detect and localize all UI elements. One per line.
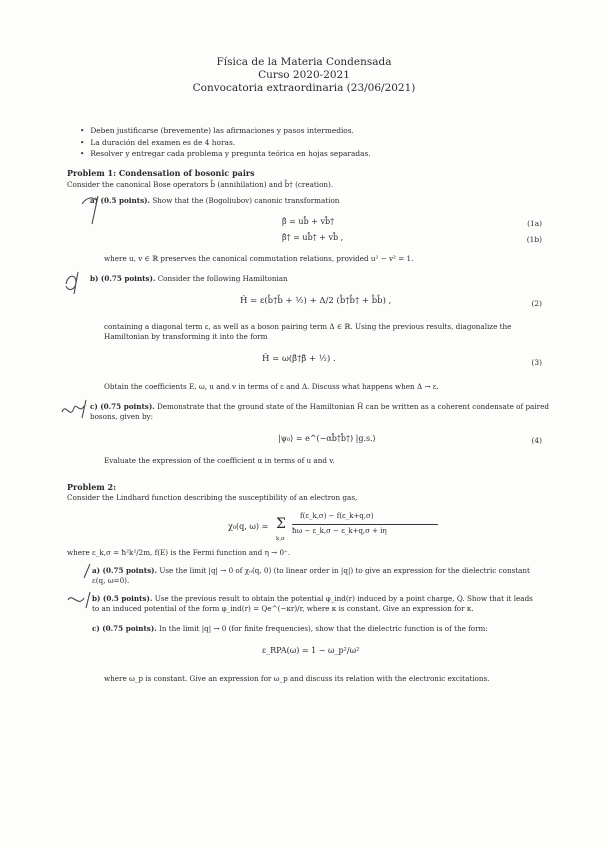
- problem2-title: Problem 2:: [67, 482, 117, 492]
- course-year: Curso 2020-2021: [258, 69, 350, 81]
- fraction-bar: [292, 524, 438, 525]
- problem1-title: Problem 1: Condensation of bosonic pairs: [67, 168, 255, 178]
- problem1-part-a: [90, 196, 550, 206]
- lindhard-definitions: where ε_k,σ = ħ²k²/2m, f(E) is the Fermi function and η → 0⁺.: [67, 548, 291, 557]
- pen-mark-icon: [60, 398, 94, 422]
- lindhard-equation: [228, 510, 448, 550]
- equation-4-number: (4): [531, 436, 542, 445]
- course-name: Física de la Materia Condensada: [216, 56, 392, 68]
- instruction-item: • La duración del examen es de 4 horas.: [80, 137, 530, 149]
- equation-1a-number: (1a): [527, 219, 542, 228]
- p2-part-a-label: a) (0.75 points).: [92, 566, 158, 575]
- equation-3-number: (3): [531, 358, 542, 367]
- pen-mark-icon: [78, 190, 108, 240]
- problem2-part-b: [92, 594, 542, 613]
- instructions-list: [80, 125, 530, 160]
- pen-mark-icon: [80, 562, 96, 580]
- p2-part-c-text: In the limit |q| → 0 (for finite frequencies), show that the dielectric function is of the form:: [159, 624, 488, 633]
- exam-header: [0, 56, 608, 95]
- problem1-part-c: [90, 402, 550, 421]
- equation-1b-number: (1b): [526, 235, 542, 244]
- equation-3: Ĥ = ω(β̂†β̂ + ½) .: [262, 354, 336, 364]
- sum-index: k,σ: [276, 536, 285, 542]
- problem1-intro: Consider the canonical Bose operators b̂ (annihilation) and b̂† (creation).: [67, 180, 334, 189]
- instruction-item: • Deben justificarse (brevemente) las afirmaciones y pasos intermedios.: [80, 125, 530, 137]
- part-a-text: Show that the (Bogoliubov) canonic transformation: [152, 196, 340, 205]
- part-c-label: c) (0.75 points).: [90, 402, 155, 411]
- lindhard-denominator: ħω − ε_k,σ − ε_k+q,σ + iη: [292, 527, 387, 535]
- problem2-part-a: [92, 566, 542, 585]
- p2-part-c-task: where ω_p is constant. Give an expression for ω_p and discuss its relation with the electronic excitations.: [104, 674, 490, 683]
- part-b-text: Consider the following Hamiltonian: [157, 274, 288, 283]
- part-b-label: b) (0.75 points).: [90, 274, 156, 283]
- p2-part-b-text: Use the previous result to obtain the potential φ_ind(r) induced by a point charge, Q. Show that it leads to an induced potential of the form φ_ind(r) = Qe^(−κr)/r, where κ is constant. Give an expression for κ.: [92, 594, 533, 613]
- part-c-text: Demonstrate that the ground state of the Hamiltonian Ĥ can be written as a coherent condensate of paired bosons, given by:: [90, 402, 549, 421]
- problem2-part-c: [92, 624, 542, 634]
- pen-mark-icon: [62, 268, 96, 298]
- equation-1a: β̂ = ub̂ + vb̂†: [282, 217, 335, 226]
- pen-mark-icon: [66, 590, 100, 612]
- part-c-task: Evaluate the expression of the coefficient α in terms of u and v.: [104, 456, 335, 465]
- exam-session: Convocatoria extraordinaria (23/06/2021): [192, 82, 416, 94]
- part-b-task: Obtain the coefficients E, ω, u and v in terms of ε and Δ. Discuss what happens when Δ → ε.: [104, 382, 439, 391]
- equation-2-number: (2): [531, 299, 542, 308]
- instruction-item: • Resolver y entregar cada problema y pregunta teórica en hojas separadas.: [80, 148, 530, 160]
- equation-2: Ĥ = ε(b̂†b̂ + ½) + Δ/2 (b̂†b̂† + b̂b̂) ,: [240, 296, 392, 306]
- part-a-label: a) (0.5 points).: [90, 196, 151, 205]
- sum-symbol: Σ: [276, 516, 286, 532]
- lindhard-lhs: χ₀(q, ω) =: [228, 522, 269, 531]
- lindhard-numerator: f(ε_k,σ) − f(ε_k+q,σ): [300, 512, 374, 520]
- p2-part-a-text: Use the limit |q| → 0 of χ₀(q, 0) (to linear order in |q|) to give an expression for the dielectric constant ε(q, ω=0).: [92, 566, 530, 585]
- equation-1b: β̂† = ub̂† + vb̂ ,: [282, 233, 344, 242]
- problem2-intro: Consider the Lindhard function describing the susceptibility of an electron gas,: [67, 493, 358, 502]
- p2-part-b-label: b) (0.5 points).: [92, 594, 153, 603]
- p2-part-c-label: c) (0.75 points).: [92, 624, 157, 633]
- part-b-description: containing a diagonal term ε, as well as a boson pairing term Δ ∈ ℝ. Using the previous results, diagonalize the Hamiltonian by transforming it into the form: [104, 322, 512, 341]
- dielectric-equation: ε_RPA(ω) = 1 − ω_p²/ω²: [262, 646, 360, 655]
- part-a-condition: where u, v ∈ ℝ preserves the canonical commutation relations, provided u² − v² = 1.: [104, 254, 414, 263]
- equation-4: |ψ₀⟩ = e^(−αb̂†b̂†) |g.s.⟩: [278, 434, 376, 443]
- problem1-part-b: [90, 274, 550, 284]
